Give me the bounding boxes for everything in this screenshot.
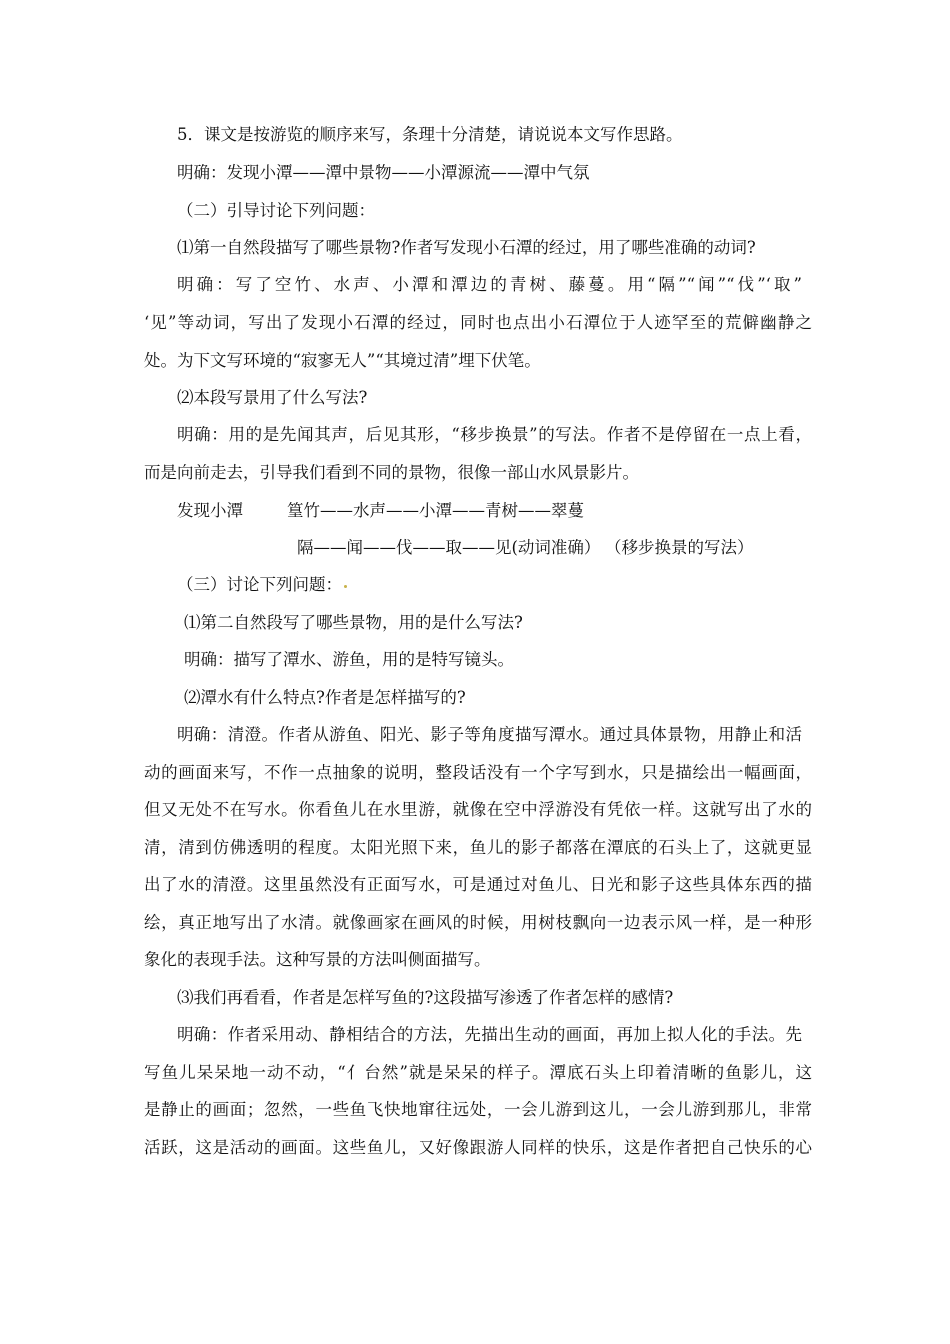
answer-2-1-line-3: 处。为下文写环境的“寂寥无人”“其境过清”埋下伏笔。	[144, 351, 541, 370]
answer-3-2-line-3: 但又无处不在写水。你看鱼儿在水里游，就像在空中浮游没有凭依一样。这就写出了水的	[144, 800, 812, 819]
paragraph-answer-outline: 明确：发现小潭——潭中景物——小潭源流——潭中气氛	[177, 163, 590, 182]
section-heading-3: （三）讨论下列问题：	[177, 575, 342, 594]
answer-3-3-line-4: 活跃，这是活动的画面。这些鱼儿，又好像跟游人同样的快乐，这是作者把自己快乐的心	[144, 1138, 812, 1157]
outline-technique-note: （移步换景的写法）	[605, 538, 754, 557]
question-3-1: ⑴第二自然段写了哪些景物，用的是什么写法?	[184, 613, 523, 632]
stray-mark	[344, 585, 347, 588]
section-heading-2: （二）引导讨论下列问题：	[177, 201, 375, 220]
answer-2-1-line-1: 明确：写了空竹、水声、小潭和潭边的青树、藤蔓。用“隔”“闻”“伐”‘取”	[177, 275, 802, 294]
answer-3-2-line-4: 清，清到仿佛透明的程度。太阳光照下来，鱼儿的影子都落在潭底的石头上了，这就更显	[144, 838, 812, 857]
paragraph-question-5: 5．课文是按游览的顺序来写，条理十分清楚，请说说本文写作思路。	[177, 125, 683, 144]
question-3-3: ⑶我们再看看，作者是怎样写鱼的?这段描写渗透了作者怎样的感情?	[177, 988, 674, 1007]
outline-verb-sequence: 隔——闻——伐——取——见(动词准确）	[297, 538, 601, 557]
answer-3-2-line-7: 象化的表现手法。这种写景的方法叫侧面描写。	[144, 950, 491, 969]
outline-scenery-sequence: 篁竹——水声——小潭——青树——翠蔓	[287, 501, 584, 520]
question-3-2: ⑵潭水有什么特点?作者是怎样描写的?	[184, 688, 466, 707]
answer-2-1-line-2: ‘见”等动词，写出了发现小石潭的经过，同时也点出小石潭位于人迹罕至的荒僻幽静之	[144, 313, 812, 332]
answer-3-2-line-1: 明确：清澄。作者从游鱼、阳光、影子等角度描写潭水。通过具体景物，用静止和活	[177, 725, 802, 744]
answer-3-1: 明确：描写了潭水、游鱼，用的是特写镜头。	[184, 650, 514, 669]
question-2-2: ⑵本段写景用了什么写法?	[177, 388, 368, 407]
answer-2-2-line-1: 明确：用的是先闻其声，后见其形，“移步换景”的写法。作者不是停留在一点上看，	[177, 425, 812, 444]
outline-label-discover: 发现小潭	[177, 501, 243, 520]
answer-3-2-line-2: 动的画面来写，不作一点抽象的说明，整段话没有一个字写到水，只是描绘出一幅画面，	[144, 763, 812, 782]
answer-3-3-line-3: 是静止的画面；忽然，一些鱼飞快地窜往远处，一会儿游到这儿，一会儿游到那儿，非常	[144, 1100, 812, 1119]
answer-3-3-line-1: 明确：作者采用动、静相结合的方法，先描出生动的画面，再加上拟人化的手法。先	[177, 1025, 802, 1044]
answer-3-2-line-6: 绘，真正地写出了水清。就像画家在画风的时候，用树枝飘向一边表示风一样，是一种形	[144, 913, 812, 932]
answer-2-2-line-2: 而是向前走去，引导我们看到不同的景物，很像一部山水风景影片。	[144, 463, 639, 482]
answer-3-3-line-2: 写鱼儿呆呆地一动不动，“亻台然”就是呆呆的样子。潭底石头上印着清晰的鱼影儿，这	[144, 1063, 812, 1082]
question-2-1: ⑴第一自然段描写了哪些景物?作者写发现小石潭的经过，用了哪些准确的动词?	[177, 238, 756, 257]
answer-3-2-line-5: 出了水的清澄。这里虽然没有正面写水，可是通过对鱼儿、日光和影子这些具体东西的描	[144, 875, 812, 894]
